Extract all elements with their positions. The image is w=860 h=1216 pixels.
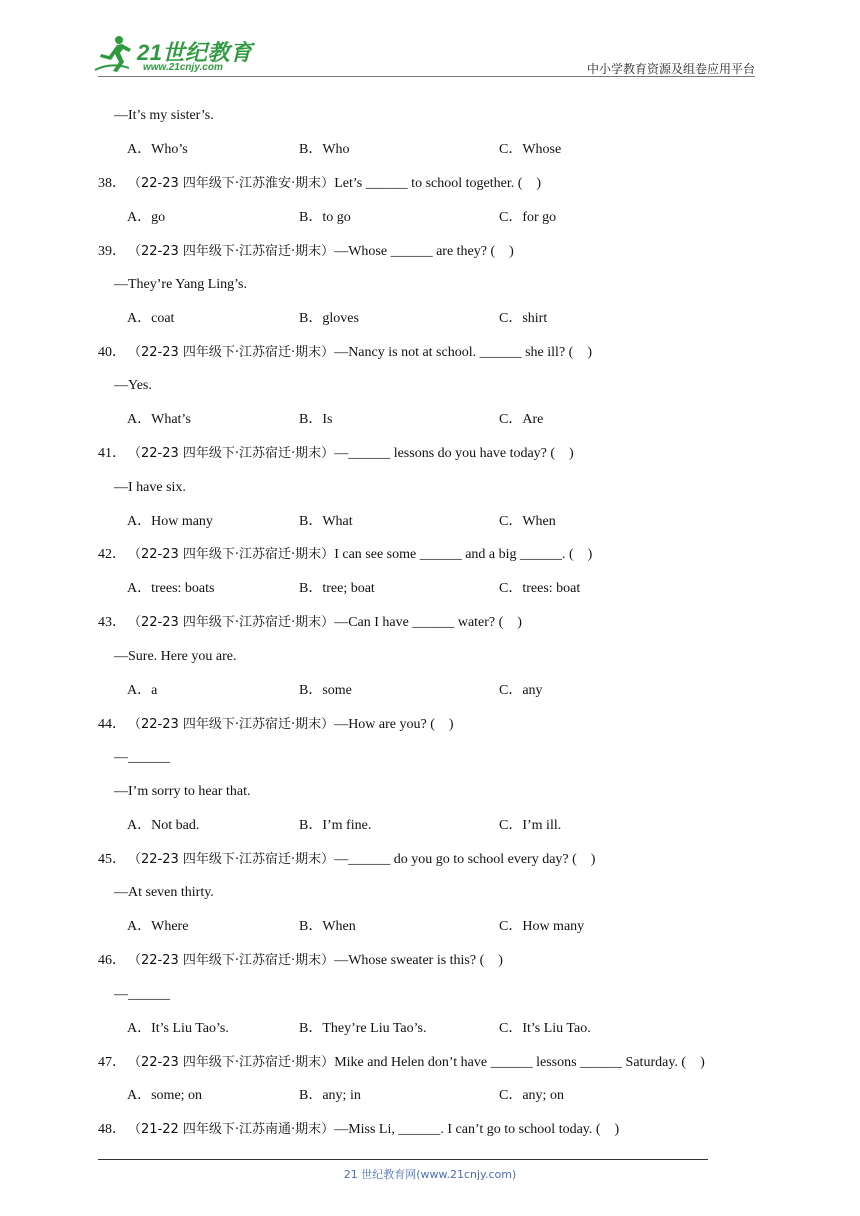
option-a: A．a — [127, 683, 158, 698]
question-source: （22-23 四年级下·江苏淮安·期末） — [128, 176, 335, 191]
answer-line: —I’m sorry to hear that. — [114, 784, 251, 799]
question-42 — [98, 546, 592, 564]
option-c: C．shirt — [499, 311, 548, 326]
question-text: —Miss Li, ______. I can’t go to school today. ( ) — [334, 1122, 620, 1137]
option-b: B．tree; boat — [299, 581, 375, 596]
option-b: B．What — [299, 514, 353, 529]
question-text: —______ lessons do you have today? ( ) — [334, 446, 574, 461]
answer-line: —At seven thirty. — [114, 885, 214, 900]
logo-text: 21世纪教育 — [137, 40, 253, 65]
header-title: 中小学教育资源及组卷应用平台 — [586, 62, 755, 76]
question-text: —______ do you go to school every day? ( ) — [334, 852, 596, 867]
question-source: （22-23 四年级下·江苏宿迁·期末） — [128, 547, 335, 562]
option-a: A．some; on — [127, 1088, 203, 1103]
logo-url: www.21cnjy.com — [143, 62, 223, 73]
site-logo[interactable] — [93, 32, 263, 78]
question-text: I can see some ______ and a big ______. ( ) — [334, 547, 593, 562]
question-number: 47． — [98, 1055, 126, 1070]
option-a: A．It’s Liu Tao’s. — [127, 1021, 229, 1036]
option-b: B．They’re Liu Tao’s. — [299, 1021, 427, 1036]
question-48 — [98, 1121, 619, 1139]
option-b: B．some — [299, 683, 352, 698]
question-number: 41． — [98, 446, 126, 461]
question-40 — [98, 344, 592, 362]
option-b: B．Is — [299, 412, 333, 427]
footer-divider — [98, 1159, 708, 1160]
question-number: 48． — [98, 1122, 126, 1137]
question-text: —Nancy is not at school. ______ she ill? ( ) — [334, 345, 592, 360]
option-c: C．How many — [499, 919, 585, 934]
question-source: （22-23 四年级下·江苏宿迁·期末） — [128, 717, 335, 732]
option-a: A．Not bad. — [127, 818, 200, 833]
footer-link[interactable]: 21 世纪教育网(www.21cnjy.com) — [343, 1168, 517, 1181]
option-c: C．It’s Liu Tao. — [499, 1021, 591, 1036]
option-b: B．gloves — [299, 311, 359, 326]
option-a: A．Where — [127, 919, 189, 934]
question-number: 45． — [98, 852, 126, 867]
option-b: B．any; in — [299, 1088, 361, 1103]
option-a: A．How many — [127, 514, 213, 529]
option-a: A．go — [127, 210, 166, 225]
question-source: （22-23 四年级下·江苏宿迁·期末） — [128, 615, 335, 630]
question-41 — [98, 445, 574, 463]
question-45 — [98, 851, 595, 869]
question-number: 46． — [98, 953, 126, 968]
option-b: B．Who — [299, 142, 350, 157]
option-b: B．When — [299, 919, 356, 934]
option-a: A．coat — [127, 311, 175, 326]
answer-blank: —______ — [114, 987, 170, 1002]
question-text: —Can I have ______ water? ( ) — [334, 615, 522, 630]
answer-line: —Sure. Here you are. — [114, 649, 237, 664]
option-c: C．Whose — [499, 142, 562, 157]
question-source: （22-23 四年级下·江苏宿迁·期末） — [128, 345, 335, 360]
page-header — [0, 0, 860, 80]
question-source: （22-23 四年级下·江苏宿迁·期末） — [128, 1055, 335, 1070]
question-number: 44． — [98, 717, 126, 732]
option-a: A．trees: boats — [127, 581, 215, 596]
option-c: C．for go — [499, 210, 557, 225]
question-source: （22-23 四年级下·江苏宿迁·期末） — [128, 244, 335, 259]
question-source: （22-23 四年级下·江苏宿迁·期末） — [128, 852, 335, 867]
question-number: 42． — [98, 547, 126, 562]
answer-line: —They’re Yang Ling’s. — [114, 277, 247, 292]
header-divider — [98, 76, 755, 77]
question-number: 40． — [98, 345, 126, 360]
option-b: B．to go — [299, 210, 351, 225]
question-number: 43． — [98, 615, 126, 630]
answer-line: —I have six. — [114, 480, 186, 495]
option-c: C．trees: boat — [499, 581, 581, 596]
question-text: Let’s ______ to school together. ( ) — [334, 176, 542, 191]
question-source: （22-23 四年级下·江苏宿迁·期末） — [128, 446, 335, 461]
question-number: 38． — [98, 176, 126, 191]
option-c: C．any; on — [499, 1088, 564, 1103]
option-b: B．I’m fine. — [299, 818, 372, 833]
question-44 — [98, 716, 454, 734]
question-text: —How are you? ( ) — [334, 717, 454, 732]
option-c: C．Are — [499, 412, 544, 427]
option-a: A．Who’s — [127, 142, 188, 157]
option-a: A．What’s — [127, 412, 191, 427]
question-source: （21-22 四年级下·江苏南通·期末） — [128, 1122, 335, 1137]
question-46 — [98, 952, 503, 970]
answer-blank: —______ — [114, 750, 170, 765]
question-38 — [98, 175, 541, 193]
answer-line: —It’s my sister’s. — [114, 108, 214, 123]
question-39 — [98, 243, 514, 261]
option-c: C．any — [499, 683, 543, 698]
option-c: C．When — [499, 514, 556, 529]
question-43 — [98, 614, 522, 632]
question-text: —Whose sweater is this? ( ) — [334, 953, 503, 968]
answer-line: —Yes. — [114, 378, 152, 393]
question-47 — [98, 1054, 705, 1072]
question-source: （22-23 四年级下·江苏宿迁·期末） — [128, 953, 335, 968]
question-text: —Whose ______ are they? ( ) — [334, 244, 514, 259]
question-number: 39． — [98, 244, 126, 259]
option-c: C．I’m ill. — [499, 818, 562, 833]
runner-logo-icon — [93, 34, 133, 74]
question-text: Mike and Helen don’t have ______ lessons ______ Saturday. ( ) — [334, 1055, 705, 1070]
